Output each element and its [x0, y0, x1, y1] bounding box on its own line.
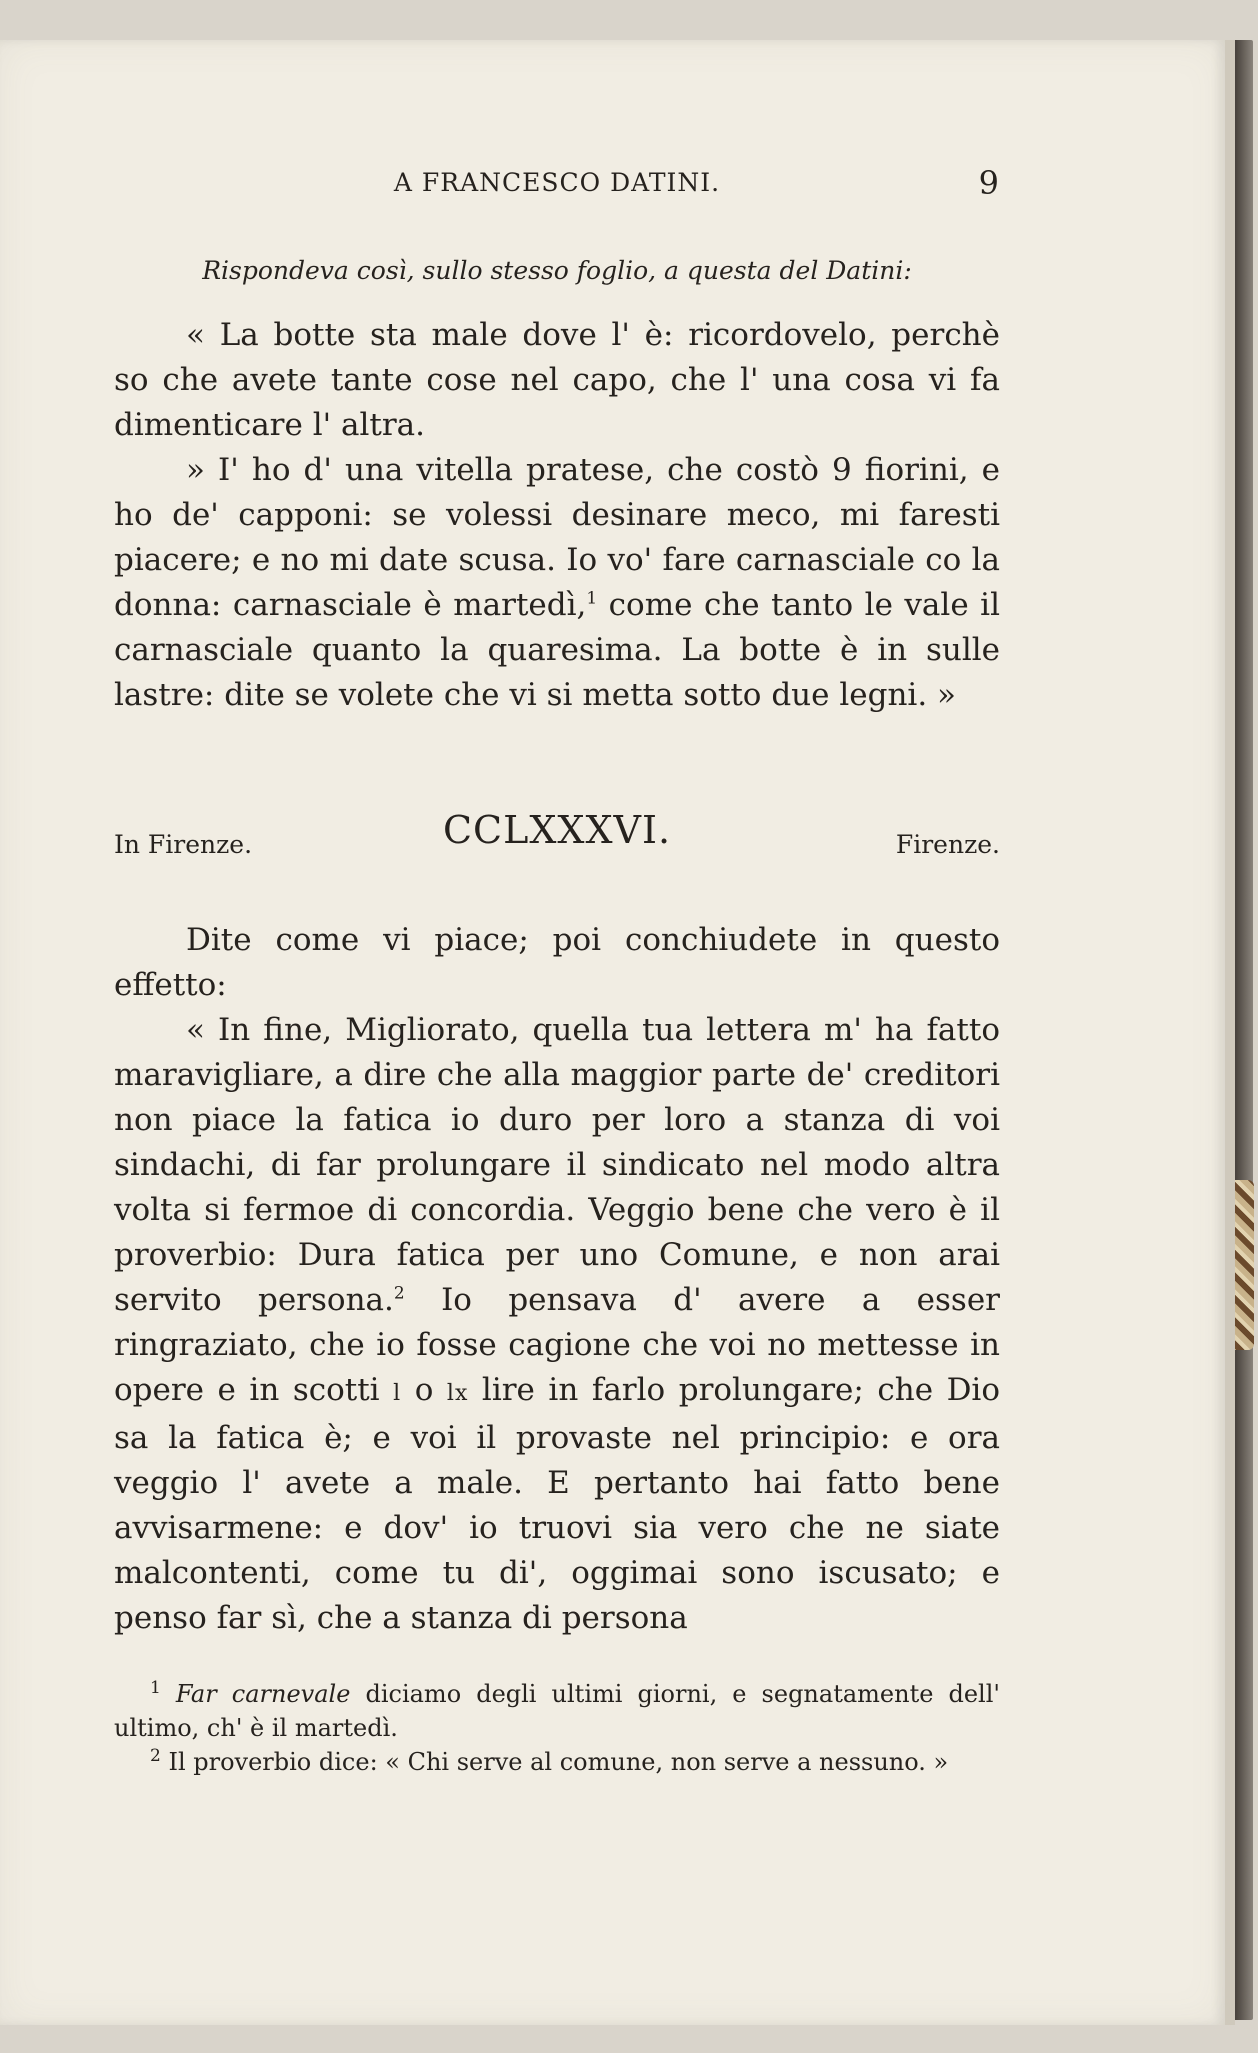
letter-1-paragraph-2 — [114, 448, 1000, 718]
letter-1-paragraph-2-tail: come che tanto le vale il carnasciale quanto la quaresima. La botte è in sulle lastre: dite se volete che vi si metta sotto due legni. » — [114, 587, 1000, 713]
letter-2 — [114, 918, 1000, 1641]
letter-2-or: o — [401, 1372, 447, 1408]
letter-2-text-2: Io pensava d' avere a esser ringraziato, che io fosse cagione che voi no mettesse in opere e in scotti — [114, 1282, 1000, 1408]
footnotes — [114, 1677, 1000, 1779]
letter-heading — [114, 808, 1000, 868]
book-page — [0, 40, 1235, 2025]
letter-2-paragraph — [114, 1008, 1000, 1641]
letter-1-paragraph-2-text: » I' ho d' una vitella pratese, che costò 9 fiorini, e ho de' capponi: se volessi desinare meco, mi faresti piacere; e no mi date scusa. Io vo' fare carnasciale co la donna: carnasciale è martedì, — [114, 452, 1000, 623]
running-head-title: A FRANCESCO DATINI. — [393, 168, 721, 197]
footnote-1-mark: 1 — [150, 1678, 161, 1698]
intro-line: Rispondeva così, sullo stesso foglio, a questa del Datini: — [202, 256, 912, 285]
footnote-2-text: Il proverbio dice: « Chi serve al comune, non serve a nessuno. » — [160, 1748, 949, 1776]
letter-1 — [114, 313, 1000, 718]
letter-2-intro: Dite come vi piace; poi conchiudete in questo effetto: — [114, 922, 1000, 1003]
letter-2-text-3: lire in farlo prolungare; che Dio sa la fatica è; e voi il provaste nel principio: e ora veggio l' avete a male. E pertanto hai fatto bene avvisarmene: e dov' io truovi sia vero che ne siate malcontenti, come tu di', oggimai sono iscusato; e penso far sì, che a stanza di persona — [114, 1372, 1000, 1636]
letter-1-paragraph-1: « La botte sta male dove l' è: ricordovelo, perchè so che avete tante cose nel capo, che l' una cosa vi fa dimenticare l' altra. — [114, 317, 1000, 443]
page-number: 9 — [978, 164, 1000, 202]
letter-number: CCLXXXVI. — [442, 808, 672, 852]
letter-2-text-1: « In fine, Migliorato, quella tua lettera m' ha fatto maravigliare, a dire che alla maggior parte de' creditori non piace la fatica io duro per loro a stanza di voi sindachi, di far prolungare il sindicato nel modo altra volta si fermoe di concordia. Veggio bene che vero è il proverbio: Dura fatica per uno Comune, e non arai servito persona. — [114, 1012, 1000, 1318]
footnote-ref-2: 2 — [393, 1283, 405, 1304]
footnote-1-text: diciamo degli ultimi giorni, e segnatamente dell' ultimo, ch' è il martedì. — [114, 1680, 1000, 1742]
letter-place-from: In Firenze. — [114, 830, 253, 859]
footnote-2 — [114, 1745, 1000, 1779]
roman-numeral-lx: lx — [446, 1381, 469, 1406]
footnote-1 — [114, 1677, 1000, 1745]
footnote-2-mark: 2 — [150, 1746, 161, 1766]
footnote-ref-1: 1 — [586, 588, 598, 609]
roman-numeral-l: l — [393, 1381, 402, 1406]
letter-place-to: Firenze. — [895, 830, 1000, 859]
text-column — [114, 158, 1000, 1779]
running-head — [114, 158, 1000, 208]
footnote-1-emphasis: Far carnevale — [175, 1680, 351, 1708]
